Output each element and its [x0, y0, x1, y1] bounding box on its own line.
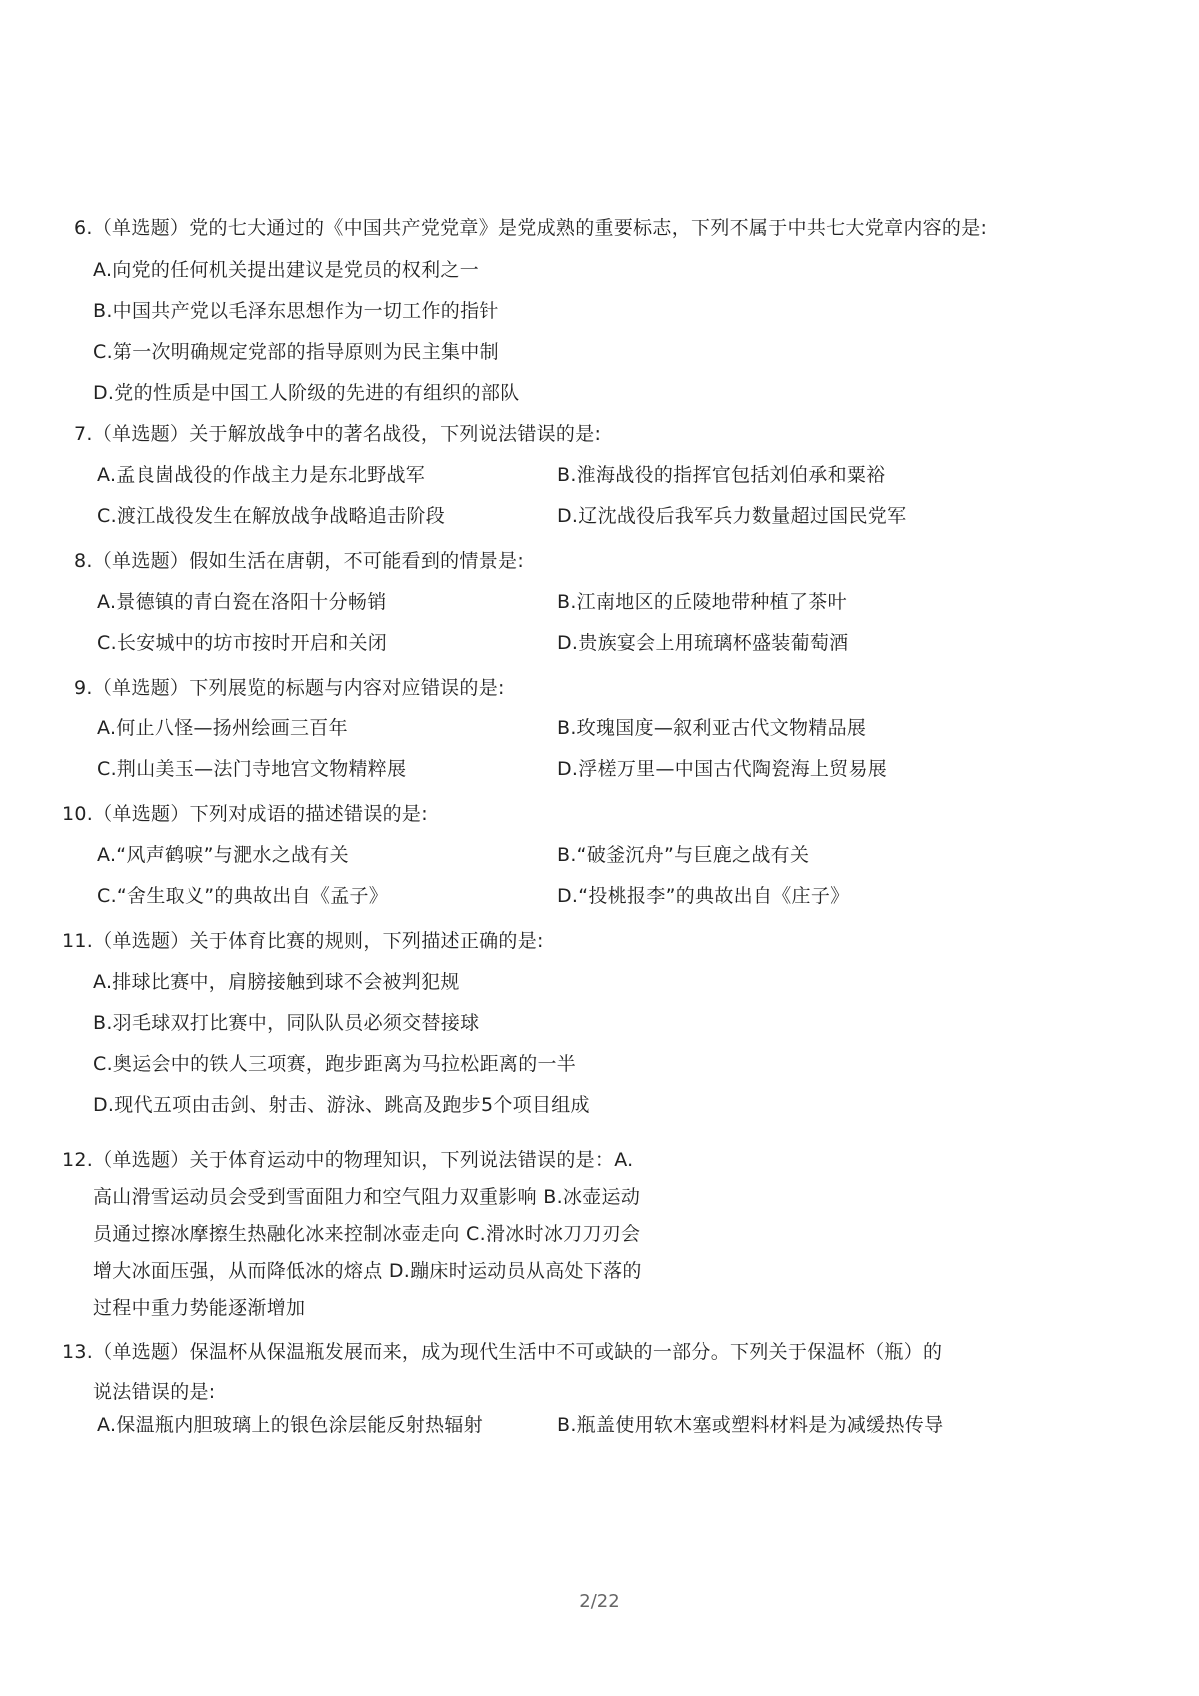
page-number: 2/22 — [579, 1591, 620, 1612]
question-7-stem: 7.（单选题）关于解放战争中的著名战役，下列说法错误的是: — [74, 423, 602, 445]
question-6-option-b: B.中国共产党以毛泽东思想作为一切工作的指针 — [93, 300, 499, 322]
question-11-option-d: D.现代五项由击剑、射击、游泳、跳高及跑步5个项目组成 — [93, 1094, 590, 1116]
question-9-stem: 9.（单选题）下列展览的标题与内容对应错误的是: — [74, 677, 505, 699]
question-11-option-c: C.奥运会中的铁人三项赛，跑步距离为马拉松距离的一半 — [93, 1053, 577, 1075]
question-8-option-d: D.贵族宴会上用琉璃杯盛装葡萄酒 — [557, 632, 849, 654]
question-7-option-c: C.渡江战役发生在解放战争战略追击阶段 — [97, 505, 446, 527]
question-12-line-2: 高山滑雪运动员会受到雪面阻力和空气阻力双重影响 B.冰壶运动 — [93, 1186, 641, 1208]
question-13-option-a: A.保温瓶内胆玻璃上的银色涂层能反射热辐射 — [97, 1414, 484, 1436]
question-10-option-a: A.“风声鹤唳”与淝水之战有关 — [97, 844, 349, 866]
question-13-option-b: B.瓶盖使用软木塞或塑料材料是为减缓热传导 — [557, 1414, 944, 1436]
question-8-option-a: A.景德镇的青白瓷在洛阳十分畅销 — [97, 591, 387, 613]
question-13-stem: 13.（单选题）保温杯从保温瓶发展而来，成为现代生活中不可或缺的一部分。下列关于保温杯（瓶）的 — [62, 1341, 943, 1363]
question-9-option-b: B.玫瑰国度—叙利亚古代文物精品展 — [557, 717, 867, 739]
question-12-line-5: 过程中重力势能逐渐增加 — [93, 1297, 306, 1319]
question-10-option-c: C.“舍生取义”的典故出自《孟子》 — [97, 885, 389, 907]
question-6-stem: 6.（单选题）党的七大通过的《中国共产党党章》是党成熟的重要标志，下列不属于中共七大党章内容的是: — [74, 217, 988, 239]
question-6-option-c: C.第一次明确规定党部的指导原则为民主集中制 — [93, 341, 499, 363]
question-6-option-a: A.向党的任何机关提出建议是党员的权利之一 — [93, 259, 480, 281]
question-10-option-b: B.“破釜沉舟”与巨鹿之战有关 — [557, 844, 810, 866]
question-7-option-b: B.淮海战役的指挥官包括刘伯承和粟裕 — [557, 464, 886, 486]
question-8-option-c: C.长安城中的坊市按时开启和关闭 — [97, 632, 388, 654]
question-7-option-a: A.孟良崮战役的作战主力是东北野战军 — [97, 464, 426, 486]
question-10-stem: 10.（单选题）下列对成语的描述错误的是: — [62, 803, 428, 825]
question-10-option-d: D.“投桃报李”的典故出自《庄子》 — [557, 885, 850, 907]
question-9-option-a: A.何止八怪—扬州绘画三百年 — [97, 717, 348, 739]
question-11-stem: 11.（单选题）关于体育比赛的规则，下列描述正确的是: — [62, 930, 544, 952]
question-9-option-d: D.浮槎万里—中国古代陶瓷海上贸易展 — [557, 758, 888, 780]
question-11-option-a: A.排球比赛中，肩膀接触到球不会被判犯规 — [93, 971, 460, 993]
question-13-stem-continued: 说法错误的是: — [93, 1381, 216, 1403]
question-7-option-d: D.辽沈战役后我军兵力数量超过国民党军 — [557, 505, 907, 527]
question-8-stem: 8.（单选题）假如生活在唐朝，不可能看到的情景是: — [74, 550, 525, 572]
question-12-line-4: 增大冰面压强，从而降低冰的熔点 D.蹦床时运动员从高处下落的 — [93, 1260, 642, 1282]
question-9-option-c: C.荆山美玉—法门寺地宫文物精粹展 — [97, 758, 407, 780]
question-11-option-b: B.羽毛球双打比赛中，同队队员必须交替接球 — [93, 1012, 480, 1034]
question-12-line-1: 12.（单选题）关于体育运动中的物理知识，下列说法错误的是：A. — [62, 1149, 634, 1171]
question-8-option-b: B.江南地区的丘陵地带种植了茶叶 — [557, 591, 847, 613]
question-6-option-d: D.党的性质是中国工人阶级的先进的有组织的部队 — [93, 382, 520, 404]
question-12-line-3: 员通过擦冰摩擦生热融化冰来控制冰壶走向 C.滑冰时冰刀刀刃会 — [93, 1223, 641, 1245]
